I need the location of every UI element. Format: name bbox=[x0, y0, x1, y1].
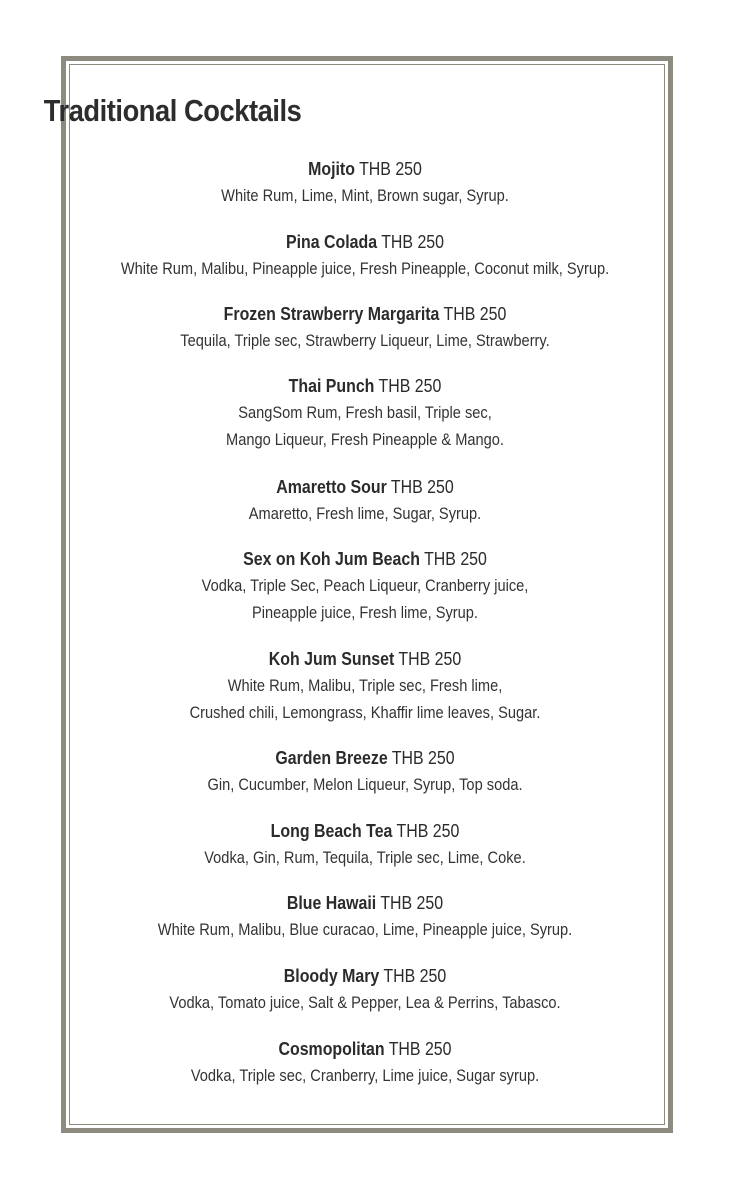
menu-item-koh-jum-sunset bbox=[0, 645, 730, 726]
item-name: Mojito bbox=[308, 158, 355, 179]
item-price: THB 250 bbox=[398, 648, 462, 669]
item-description: Crushed chili, Lemongrass, Khaffir lime leaves, Sugar. bbox=[189, 703, 541, 722]
menu-item-blue-hawaii bbox=[0, 889, 730, 943]
item-description: White Rum, Malibu, Blue curacao, Lime, Pineapple juice, Syrup. bbox=[157, 920, 573, 939]
item-name: Koh Jum Sunset bbox=[268, 648, 395, 669]
item-description: Tequila, Triple sec, Strawberry Liqueur, Lime, Strawberry. bbox=[180, 331, 550, 350]
item-name: Pina Colada bbox=[286, 231, 378, 252]
item-price: THB 250 bbox=[359, 158, 422, 179]
menu-item-thai-punch bbox=[0, 372, 730, 453]
menu-item-garden-breeze bbox=[0, 744, 730, 798]
item-name: Blue Hawaii bbox=[286, 892, 377, 913]
item-description: White Rum, Lime, Mint, Brown sugar, Syrup. bbox=[221, 186, 509, 205]
item-description: Amaretto, Fresh lime, Sugar, Syrup. bbox=[248, 504, 482, 523]
item-description: White Rum, Malibu, Triple sec, Fresh lime, bbox=[227, 676, 503, 695]
menu-item-cosmopolitan bbox=[0, 1035, 730, 1089]
item-price: THB 250 bbox=[388, 1038, 452, 1059]
item-name: Garden Breeze bbox=[275, 747, 388, 768]
item-description: Vodka, Gin, Rum, Tequila, Triple sec, Lime, Coke. bbox=[204, 848, 526, 867]
item-description: Mango Liqueur, Fresh Pineapple & Mango. bbox=[226, 430, 504, 449]
item-name: Thai Punch bbox=[288, 375, 375, 396]
menu-item-mojito bbox=[0, 155, 730, 209]
menu-item-long-beach-tea bbox=[0, 817, 730, 871]
item-price: THB 250 bbox=[381, 231, 444, 252]
item-description: Gin, Cucumber, Melon Liqueur, Syrup, Top soda. bbox=[207, 775, 523, 794]
menu-item-amaretto-sour bbox=[0, 473, 730, 527]
menu-item-sex-on-koh-jum-beach bbox=[0, 545, 730, 626]
menu-title: Traditional Cocktails bbox=[43, 93, 302, 128]
item-name: Bloody Mary bbox=[283, 965, 380, 986]
item-description: SangSom Rum, Fresh basil, Triple sec, bbox=[238, 403, 492, 422]
item-price: THB 250 bbox=[390, 476, 454, 497]
item-name: Cosmopolitan bbox=[278, 1038, 385, 1059]
menu-item-bloody-mary bbox=[0, 962, 730, 1016]
item-name: Sex on Koh Jum Beach bbox=[243, 548, 420, 569]
item-name: Amaretto Sour bbox=[276, 476, 387, 497]
item-price: THB 250 bbox=[380, 892, 444, 913]
item-description: Vodka, Tomato juice, Salt & Pepper, Lea & Perrins, Tabasco. bbox=[169, 993, 561, 1012]
item-price: THB 250 bbox=[424, 548, 487, 569]
item-description: White Rum, Malibu, Pineapple juice, Fresh Pineapple, Coconut milk, Syrup. bbox=[120, 259, 610, 278]
item-description: Vodka, Triple sec, Cranberry, Lime juice, Sugar syrup. bbox=[190, 1066, 540, 1085]
item-description: Vodka, Triple Sec, Peach Liqueur, Cranberry juice, bbox=[201, 576, 529, 595]
item-price: THB 250 bbox=[391, 747, 455, 768]
item-description: Pineapple juice, Fresh lime, Syrup. bbox=[252, 603, 478, 622]
item-price: THB 250 bbox=[383, 965, 447, 986]
item-name: Frozen Strawberry Margarita bbox=[223, 303, 440, 324]
menu-item-frozen-strawberry-margarita bbox=[0, 300, 730, 354]
item-price: THB 250 bbox=[378, 375, 442, 396]
item-name: Long Beach Tea bbox=[270, 820, 393, 841]
item-price: THB 250 bbox=[396, 820, 460, 841]
menu-item-pina-colada bbox=[0, 228, 730, 282]
item-price: THB 250 bbox=[443, 303, 507, 324]
